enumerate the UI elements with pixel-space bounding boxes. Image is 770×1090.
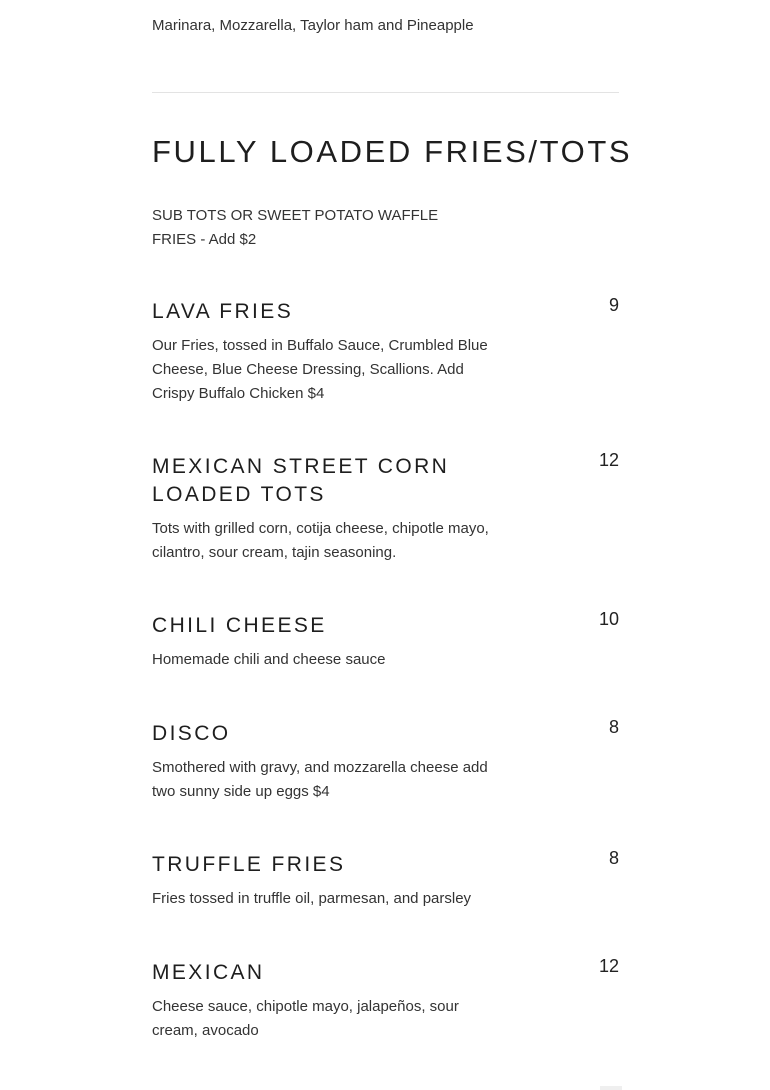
menu-item-price: 8 (608, 717, 619, 737)
menu-item-name: MEXICAN STREET CORN LOADED TOTS (152, 455, 450, 506)
menu-item-description: Homemade chili and cheese sauce (152, 651, 386, 668)
menu-item-price: 10 (598, 609, 619, 629)
menu-item-mexican-street-corn-loaded-tots (152, 450, 619, 565)
menu-item-description: Tots with grilled corn, cotija cheese, chipotle mayo, cilantro, sour cream, tajin seasoning. (152, 520, 489, 561)
menu-item-description: Cheese sauce, chipotle mayo, jalapeños, sour cream, avocado (152, 998, 459, 1039)
menu-item-description: Our Fries, tossed in Buffalo Sauce, Crumbled Blue Cheese, Blue Cheese Dressing, Scallions. Add Crispy Buffalo Chicken $4 (152, 337, 488, 402)
menu-item-description: Smothered with gravy, and mozzarella cheese add two sunny side up eggs $4 (152, 759, 488, 800)
previous-item-description: Marinara, Mozzarella, Taylor ham and Pineapple (152, 17, 474, 34)
menu-item-name: LAVA FRIES (152, 300, 294, 323)
menu-item-name: MEXICAN (152, 961, 265, 984)
section-divider (152, 92, 619, 93)
next-item-price-partial (600, 1086, 622, 1090)
menu-item-price: 12 (598, 956, 619, 976)
menu-item-price: 12 (598, 450, 619, 470)
menu-item-mexican (152, 956, 619, 1043)
menu-item-name: CHILI CHEESE (152, 614, 327, 637)
menu-item-price: 9 (608, 295, 619, 315)
menu-item-name: DISCO (152, 722, 231, 745)
menu-item-price: 8 (608, 848, 619, 868)
menu-item-chili-cheese (152, 609, 619, 672)
section-title: FULLY LOADED FRIES/TOTS (152, 134, 633, 169)
menu-item-description: Fries tossed in truffle oil, parmesan, and parsley (152, 890, 472, 907)
menu-item-lava-fries (152, 295, 619, 406)
menu-item-disco (152, 717, 619, 804)
menu-item-name: TRUFFLE FRIES (152, 853, 346, 876)
menu-item-truffle-fries (152, 848, 619, 911)
section-note: SUB TOTS OR SWEET POTATO WAFFLE FRIES - Add $2 (152, 207, 439, 248)
